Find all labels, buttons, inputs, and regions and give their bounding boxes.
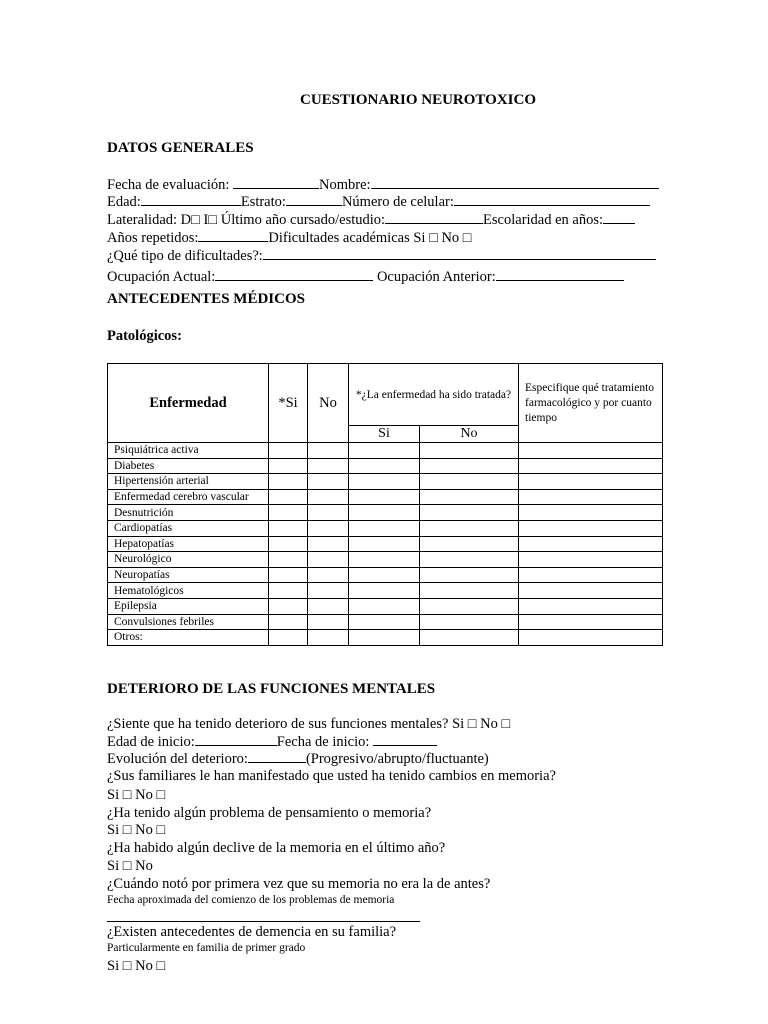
table-row <box>108 520 663 536</box>
cell-tratada-no[interactable] <box>420 489 519 505</box>
header-si: *Si <box>269 364 308 443</box>
q-declive: ¿Ha habido algún declive de la memoria en el último año? <box>107 840 446 856</box>
label-celular: Número de celular: <box>341 194 454 210</box>
label-lateralidad: Lateralidad: D□ I□ Último año cursado/estudio: <box>107 212 386 228</box>
table-row <box>108 474 663 490</box>
cell-tratada-no[interactable] <box>420 614 519 630</box>
cell-no[interactable] <box>308 489 349 505</box>
label-tipo-dificultades: ¿Qué tipo de dificultades?: <box>107 248 263 264</box>
field-fecha[interactable] <box>233 176 319 189</box>
cell-no[interactable] <box>308 520 349 536</box>
cell-no[interactable] <box>308 536 349 552</box>
cell-si[interactable] <box>269 630 308 646</box>
cell-especifique[interactable] <box>519 630 663 646</box>
disease-label: Psiquiátrica activa <box>108 443 269 459</box>
datos-generales-heading: DATOS GENERALES <box>107 140 254 156</box>
cell-si[interactable] <box>269 474 308 490</box>
field-edad[interactable] <box>141 193 241 206</box>
cell-si[interactable] <box>269 520 308 536</box>
cell-especifique[interactable] <box>519 598 663 614</box>
cell-tratada-si[interactable] <box>349 614 420 630</box>
subheader-si: Si <box>349 426 420 443</box>
disease-label: Neurológico <box>108 552 269 568</box>
patologicos-table <box>107 363 663 646</box>
cell-especifique[interactable] <box>519 552 663 568</box>
ans-pensamiento[interactable]: Si □ No □ <box>107 822 166 838</box>
label-evolucion-opciones: (Progresivo/abrupto/fluctuante) <box>305 751 489 767</box>
disease-label: Cardiopatías <box>108 520 269 536</box>
ans-demencia[interactable]: Si □ No □ <box>107 958 166 974</box>
field-estrato[interactable] <box>286 193 342 206</box>
cell-tratada-si[interactable] <box>349 443 420 459</box>
cell-tratada-no[interactable] <box>420 458 519 474</box>
table-row <box>108 567 663 583</box>
field-tipo-dificultades[interactable] <box>263 247 656 260</box>
table-row <box>108 630 663 646</box>
header-tratada: *¿La enfermedad ha sido tratada? <box>349 364 519 426</box>
cell-especifique[interactable] <box>519 505 663 521</box>
label-evolucion: Evolución del deterioro: <box>107 751 248 767</box>
field-ocupacion-actual[interactable] <box>215 268 373 281</box>
subheader-no: No <box>420 426 519 443</box>
cell-tratada-si[interactable] <box>349 630 420 646</box>
ans-familiares[interactable]: Si □ No □ <box>107 787 166 803</box>
cell-si[interactable] <box>269 489 308 505</box>
line-edad-fecha-inicio <box>107 733 437 751</box>
disease-label: Hematológicos <box>108 583 269 599</box>
disease-label: Hipertensión arterial <box>108 474 269 490</box>
cell-si[interactable] <box>269 552 308 568</box>
label-nombre: Nombre: <box>319 177 371 193</box>
cell-tratada-no[interactable] <box>420 474 519 490</box>
table-row <box>108 505 663 521</box>
field-ocupacion-anterior[interactable] <box>496 268 624 281</box>
disease-label: Otros: <box>108 630 269 646</box>
cell-tratada-no[interactable] <box>420 630 519 646</box>
table-row <box>108 598 663 614</box>
disease-label: Neuropatías <box>108 567 269 583</box>
note-primer-grado: Particularmente en familia de primer grado <box>107 942 306 954</box>
field-ultimo-ano[interactable] <box>385 211 483 224</box>
field-edad-inicio[interactable] <box>195 733 277 746</box>
field-nombre[interactable] <box>371 176 659 189</box>
cell-si[interactable] <box>269 583 308 599</box>
label-ocupacion-actual: Ocupación Actual: <box>107 269 216 285</box>
label-escolaridad: Escolaridad en años: <box>483 212 604 228</box>
cell-no[interactable] <box>308 630 349 646</box>
q-familiares: ¿Sus familiares le han manifestado que usted ha tenido cambios en memoria? <box>107 768 556 784</box>
q-pensamiento: ¿Ha tenido algún problema de pensamiento o memoria? <box>107 805 432 821</box>
field-fecha-inicio[interactable] <box>373 733 437 746</box>
line-edad-estrato <box>107 193 650 211</box>
cell-si[interactable] <box>269 598 308 614</box>
cell-tratada-si[interactable] <box>349 458 420 474</box>
cell-no[interactable] <box>308 443 349 459</box>
cell-si[interactable] <box>269 614 308 630</box>
label-edad: Edad: <box>107 194 141 210</box>
disease-label: Desnutrición <box>108 505 269 521</box>
header-no: No <box>308 364 349 443</box>
cell-no[interactable] <box>308 552 349 568</box>
cell-especifique[interactable] <box>519 474 663 490</box>
cell-tratada-no[interactable] <box>420 443 519 459</box>
cell-tratada-si[interactable] <box>349 536 420 552</box>
label-fecha: Fecha de evaluación: <box>107 177 234 193</box>
cell-tratada-si[interactable] <box>349 598 420 614</box>
cell-especifique[interactable] <box>519 520 663 536</box>
cell-tratada-no[interactable] <box>420 552 519 568</box>
label-estrato: Estrato: <box>240 194 286 210</box>
cell-especifique[interactable] <box>519 536 663 552</box>
label-edad-inicio: Edad de inicio: <box>107 734 195 750</box>
cell-si[interactable] <box>269 443 308 459</box>
cell-tratada-si[interactable] <box>349 520 420 536</box>
field-fecha-aprox[interactable] <box>107 921 420 922</box>
table-row <box>108 614 663 630</box>
cell-tratada-no[interactable] <box>420 583 519 599</box>
line-evolucion <box>107 750 489 768</box>
field-anos-repetidos[interactable] <box>198 229 268 242</box>
cell-no[interactable] <box>308 567 349 583</box>
cell-tratada-si[interactable] <box>349 505 420 521</box>
table-row <box>108 458 663 474</box>
cell-no[interactable] <box>308 458 349 474</box>
cell-tratada-si[interactable] <box>349 567 420 583</box>
cell-no[interactable] <box>308 583 349 599</box>
cell-tratada-no[interactable] <box>420 598 519 614</box>
label-ocupacion-anterior: Ocupación Anterior: <box>373 269 496 285</box>
label-fecha-inicio: Fecha de inicio: <box>276 734 374 750</box>
table-row <box>108 489 663 505</box>
cell-tratada-no[interactable] <box>420 567 519 583</box>
cell-no[interactable] <box>308 598 349 614</box>
page-title: CUESTIONARIO NEUROTOXICO <box>299 92 536 108</box>
table-row <box>108 552 663 568</box>
cell-no[interactable] <box>308 474 349 490</box>
cell-tratada-si[interactable] <box>349 552 420 568</box>
cell-no[interactable] <box>308 505 349 521</box>
antecedentes-heading: ANTECEDENTES MÉDICOS <box>107 291 305 307</box>
cell-tratada-si[interactable] <box>349 474 420 490</box>
cell-especifique[interactable] <box>519 443 663 459</box>
cell-tratada-no[interactable] <box>420 520 519 536</box>
header-especifique: Especifique qué tratamiento farmacológico y por cuanto tiempo <box>519 364 663 443</box>
q-deterioro: ¿Siente que ha tenido deterioro de sus funciones mentales? Si □ No □ <box>107 716 511 732</box>
line-tipo-dificultades <box>107 247 656 265</box>
q-cuando: ¿Cuándo notó por primera vez que su memoria no era la de antes? <box>107 876 491 892</box>
disease-label: Epilepsia <box>108 598 269 614</box>
cell-si[interactable] <box>269 505 308 521</box>
line-lateralidad <box>107 211 635 229</box>
q-demencia: ¿Existen antecedentes de demencia en su familia? <box>107 924 397 940</box>
cell-especifique[interactable] <box>519 489 663 505</box>
cell-especifique[interactable] <box>519 567 663 583</box>
header-enfermedad: Enfermedad <box>108 364 269 443</box>
cell-no[interactable] <box>308 614 349 630</box>
cell-si[interactable] <box>269 458 308 474</box>
label-dificultades: Dificultades académicas Si □ No □ <box>268 230 472 246</box>
ans-declive[interactable]: Si □ No <box>107 858 153 874</box>
line-ocupacion <box>107 268 624 286</box>
table-row <box>108 443 663 459</box>
field-celular[interactable] <box>454 193 650 206</box>
disease-label: Convulsiones febriles <box>108 614 269 630</box>
line-fecha-nombre <box>107 176 659 194</box>
cell-tratada-si[interactable] <box>349 583 420 599</box>
table-row <box>108 536 663 552</box>
field-evolucion[interactable] <box>248 750 306 763</box>
cell-tratada-no[interactable] <box>420 505 519 521</box>
cell-tratada-si[interactable] <box>349 489 420 505</box>
cell-especifique[interactable] <box>519 614 663 630</box>
note-fecha-aprox: Fecha aproximada del comienzo de los problemas de memoria <box>107 894 395 906</box>
deterioro-heading: DETERIORO DE LAS FUNCIONES MENTALES <box>107 681 436 697</box>
disease-label: Enfermedad cerebro vascular <box>108 489 269 505</box>
cell-si[interactable] <box>269 536 308 552</box>
line-anos-repetidos <box>107 229 472 247</box>
cell-si[interactable] <box>269 567 308 583</box>
disease-label: Hepatopatías <box>108 536 269 552</box>
cell-tratada-no[interactable] <box>420 536 519 552</box>
field-escolaridad[interactable] <box>603 211 635 224</box>
cell-especifique[interactable] <box>519 583 663 599</box>
disease-label: Diabetes <box>108 458 269 474</box>
patologicos-heading: Patológicos: <box>107 328 182 344</box>
label-anos-repetidos: Años repetidos: <box>107 230 199 246</box>
cell-especifique[interactable] <box>519 458 663 474</box>
table-row <box>108 583 663 599</box>
